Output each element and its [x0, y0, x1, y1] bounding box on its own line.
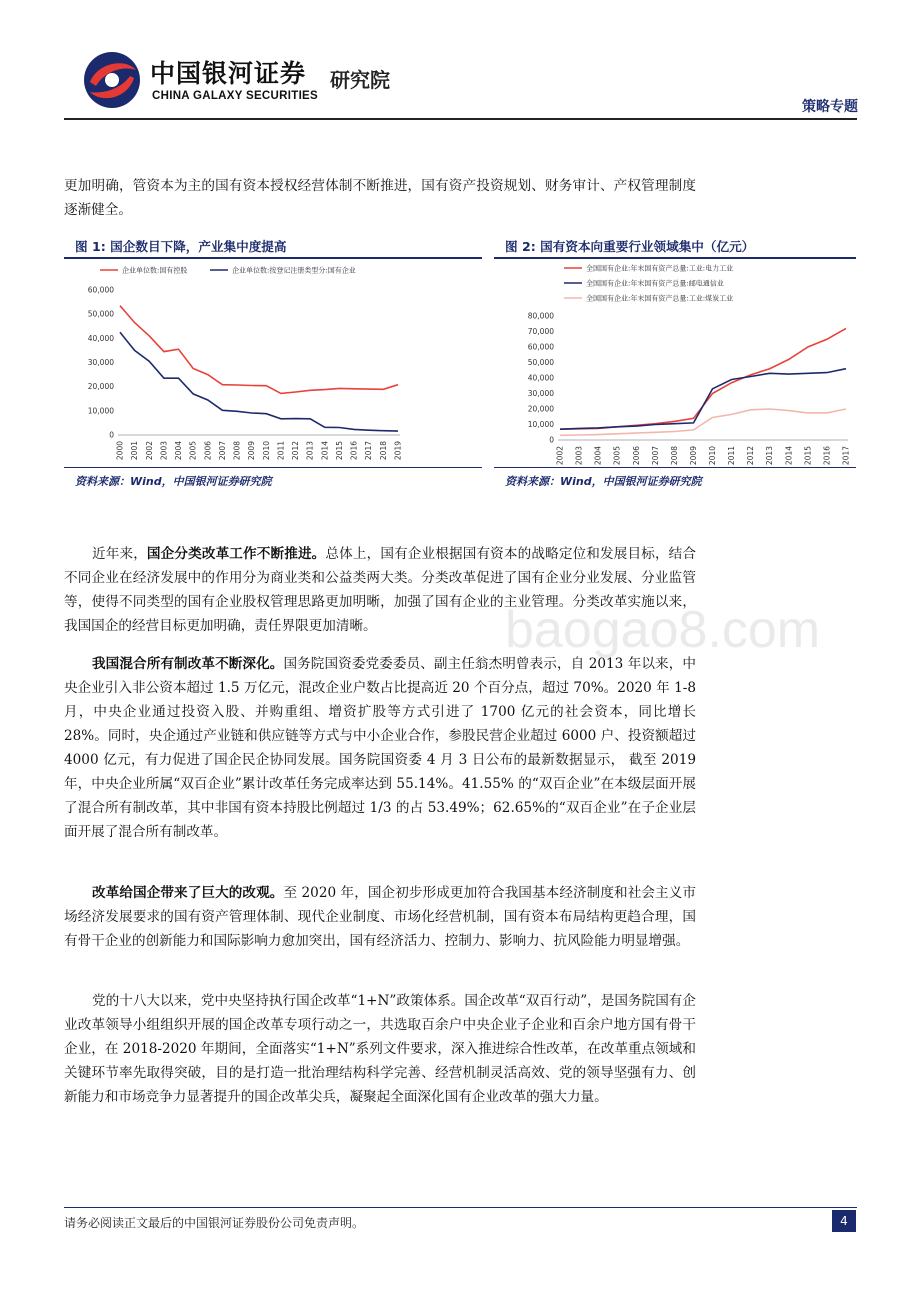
x-tick-label: 2017 [364, 441, 374, 461]
x-tick-label: 2014 [320, 441, 330, 461]
x-tick-label: 2011 [727, 446, 737, 466]
y-tick-label: 50,000 [527, 358, 554, 367]
figure-1-source: 资料来源：Wind，中国银河证券研究院 [75, 475, 272, 488]
x-tick-label: 2007 [650, 446, 660, 466]
x-tick-label: 2005 [188, 441, 198, 461]
x-tick-label: 2009 [247, 441, 257, 461]
x-tick-label: 2016 [349, 441, 359, 461]
x-tick-label: 2004 [593, 446, 603, 466]
paragraph-body: 党的十八大以来，党中央坚持执行国企改革“1+N”政策体系。国企改革“双百行动”，是国务院国有企业改革领导小组组织开展的国企改革专项行动之一，共选取百余户中央企业子企业和百余户地方国有骨干企业，在 2018-2020 年期间，全面落实“1+N”系列文件要求，深入推进综合性改革，在改革重点领域和关键环节率先取得突破，目的是打造一批治理结构科学完善、经营机制灵活高效、党的领导坚强有力、创新能力和市场竞争力显著提升的国企改革尖兵，凝聚起全面深化国有企业改革的强大力量。 [64, 993, 696, 1105]
x-tick-label: 2003 [159, 441, 169, 461]
logo-institute: 研究院 [330, 68, 390, 92]
y-tick-label: 10,000 [527, 420, 554, 429]
legend-label-0: 企业单位数:国有控股 [122, 266, 188, 275]
legend-label-1: 全国国有企业:年末国有资产总量:邮电通信业 [586, 279, 724, 288]
header-divider [64, 118, 857, 120]
x-tick-label: 2000 [115, 441, 125, 461]
series-line-0 [560, 328, 846, 429]
footer-disclaimer: 请务必阅读正文最后的中国银河证券股份公司免责声明。 [64, 1216, 365, 1230]
page-number: 4 [832, 1210, 856, 1232]
y-tick-label: 40,000 [527, 373, 554, 383]
x-tick-label: 2012 [746, 446, 756, 466]
paragraph-double-hundred [64, 989, 696, 1109]
x-tick-label: 2003 [574, 446, 584, 466]
x-tick-label: 2017 [841, 446, 851, 466]
y-tick-label: 20,000 [87, 382, 114, 392]
footer-divider [64, 1207, 857, 1208]
figure-2-top-rule [494, 257, 856, 259]
galaxy-logo-icon [80, 48, 144, 112]
paragraph-reform-results [64, 881, 696, 953]
series-line-1 [560, 369, 846, 430]
y-tick-label: 80,000 [527, 311, 554, 321]
x-tick-label: 2018 [378, 441, 388, 461]
figure-1-top-rule [64, 257, 482, 259]
y-tick-label: 10,000 [87, 406, 114, 416]
figure-1-bottom-rule [64, 467, 482, 468]
paragraph-body: 国务院国资委党委委员、副主任翁杰明曾表示，自 2013 年以来，中央企业引入非公资本超过 1.5 万亿元，混改企业户数占比提高近 20 个百分点，超过 70%。2020 年 1-8 月，中央企业通过投资入股、并购重组、增资扩股等方式引进了 1700 亿元的社会资本，同比增长 28%。同时，央企通过产业链和供应链等方式与中小企业合作，参股民营企业超过 6000 户、投资额超过 4000 亿元，有力促进了国企民企协同发展。国务院国资委 4 月 3 日公布的最新数据显示， 截至 2019 年，中央企业所属“双百企业”累计改革任务完成率达到 55.14%。41.55% 的“双百企业”在本级层面开展了混合所有制改革，其中非国有资本持股比例超过 1/3 的占 53.49%；62.65%的“双百企业”在子企业层面开展了混合所有制改革。 [64, 656, 696, 840]
x-tick-label: 2019 [393, 441, 403, 461]
paragraph-lead-bold: 改革给国企带来了巨大的改观。 [92, 885, 284, 901]
x-tick-label: 2004 [174, 441, 184, 461]
series-line-2 [560, 409, 846, 435]
figure-1-chart [64, 260, 482, 466]
paragraph-lead-bold: 国企分类改革工作不断推进。 [146, 546, 326, 562]
figure-2-title: 图 2: 国有资本向重要行业领域集中（亿元） [505, 239, 755, 254]
x-tick-label: 2010 [708, 446, 718, 466]
legend-label-0: 全国国有企业:年末国有资产总量:工业:电力工业 [586, 264, 734, 273]
x-tick-label: 2010 [261, 441, 271, 461]
logo-english-name: CHINA GALAXY SECURITIES [152, 90, 319, 102]
x-tick-label: 2005 [612, 446, 622, 466]
x-tick-label: 2011 [276, 441, 286, 461]
y-tick-label: 30,000 [87, 358, 114, 367]
figure-1-title: 图 1: 国企数目下降，产业集中度提高 [75, 239, 287, 254]
x-tick-label: 2002 [144, 441, 154, 461]
y-tick-label: 40,000 [87, 333, 114, 343]
x-tick-label: 2015 [803, 446, 813, 466]
figure-2-source: 资料来源：Wind，中国银河证券研究院 [505, 475, 702, 488]
intro-paragraph: 更加明确，管资本为主的国有资本授权经营体制不断推进，国有资产投资规划、财务审计、产权管理制度逐渐健全。 [64, 178, 696, 218]
report-type: 策略专题 [802, 99, 858, 115]
y-tick-label: 50,000 [87, 309, 114, 319]
y-tick-label: 60,000 [87, 285, 114, 295]
y-tick-label: 30,000 [527, 389, 554, 398]
legend-label-1: 企业单位数:按登记注册类型分:国有企业 [232, 266, 356, 275]
figure-2-chart [494, 260, 856, 466]
paragraph-mixed-ownership [64, 652, 696, 844]
logo-chinese-name: 中国银河证券 [150, 59, 307, 88]
paragraph-body: 总体上，国有企业根据国有资本的战略定位和发展目标，结合不同企业在经济发展中的作用分为商业类和公益类两大类。分类改革促进了国有企业分业发展、分业监管等，使得不同类型的国有企业股权管理思路更加明晰，加强了国有企业的主业管理。分类改革实施以来，我国国企的经营目标更加明确，责任界限更加清晰。 [64, 546, 697, 634]
y-tick-label: 70,000 [527, 327, 554, 336]
x-tick-label: 2006 [631, 446, 641, 466]
x-tick-label: 2008 [232, 441, 242, 461]
y-tick-label: 60,000 [527, 342, 554, 352]
x-tick-label: 2007 [217, 441, 227, 461]
paragraph-lead-bold: 我国混合所有制改革不断深化。 [92, 656, 284, 672]
x-tick-label: 2013 [305, 441, 315, 461]
x-tick-label: 2012 [291, 441, 301, 461]
figure-2-bottom-rule [494, 467, 856, 468]
y-tick-label: 0 [549, 435, 554, 445]
series-line-0 [120, 306, 398, 394]
x-tick-label: 2002 [555, 446, 565, 466]
paragraph-body: 至 2020 年，国企初步形成更加符合我国基本经济制度和社会主义市场经济发展要求的国有资产管理体制、现代企业制度、市场化经营机制，国有资本布局结构更趋合理，国有骨干企业的创新能力和国际影响力愈加突出，国有经济活力、控制力、影响力、抗风险能力明显增强。 [64, 885, 696, 949]
x-tick-label: 2014 [784, 446, 794, 466]
x-tick-label: 2009 [688, 446, 698, 466]
x-tick-label: 2006 [203, 441, 213, 461]
watermark: baogao8.com [505, 601, 821, 659]
series-line-1 [120, 332, 398, 431]
y-tick-label: 20,000 [527, 404, 554, 414]
x-tick-label: 2016 [822, 446, 832, 466]
y-tick-label: 0 [109, 430, 114, 440]
legend-label-2: 全国国有企业:年末国有资产总量:工业:煤炭工业 [586, 294, 734, 303]
x-tick-label: 2015 [334, 441, 344, 461]
x-tick-label: 2001 [130, 441, 140, 461]
company-logo [80, 44, 415, 118]
x-tick-label: 2008 [669, 446, 679, 466]
x-tick-label: 2013 [765, 446, 775, 466]
paragraph-prefix: 近年来， [92, 546, 147, 562]
